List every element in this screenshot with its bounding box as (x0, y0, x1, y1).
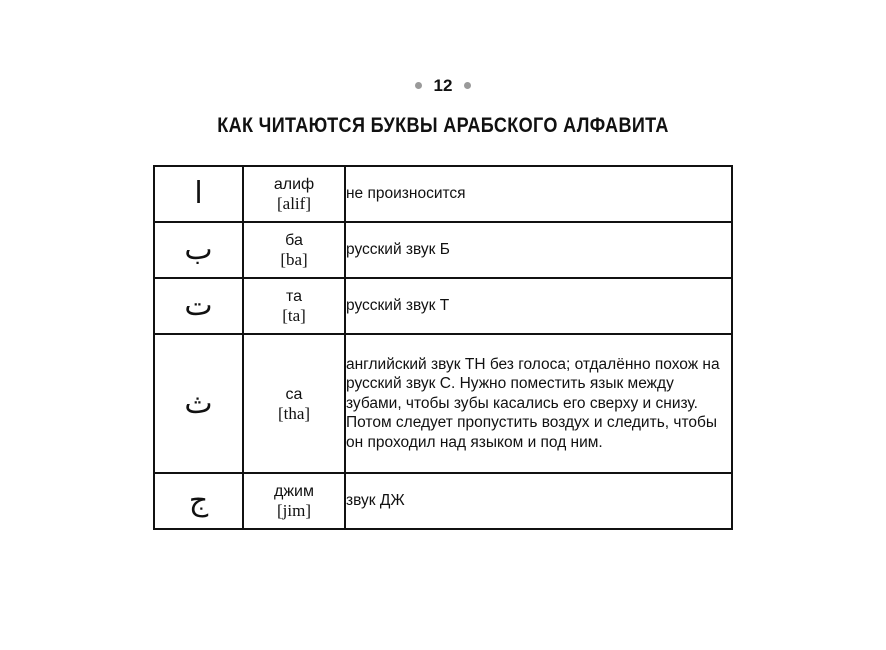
arabic-letter: ج (154, 473, 243, 529)
letter-transliteration: [alif] (277, 194, 311, 213)
arabic-letter: ث (154, 334, 243, 473)
letter-name: джим (274, 483, 314, 500)
table-row-alif (154, 166, 732, 222)
letter-name-cell (243, 334, 345, 473)
page-number-text: 12 (433, 76, 453, 95)
letter-transliteration: [jim] (277, 501, 311, 520)
page-title: КАК ЧИТАЮТСЯ БУКВЫ АРАБСКОГО АЛФАВИТА (217, 114, 669, 137)
bullet-dot-left (415, 82, 422, 89)
letter-name-cell (243, 166, 345, 222)
letter-transliteration: [tha] (277, 403, 311, 423)
letter-transliteration: [ba] (280, 250, 308, 269)
arabic-letter: ب (154, 222, 243, 278)
pronunciation-description: английский звук TH без голоса; отдалённо похож на русский звук С. Нужно поместить язык между зубами, чтобы зубы касались его сверху и снизу. Потом следует пропустить воздух и следить, чтобы он проходил над языком и под ним. (345, 334, 732, 473)
letter-name-cell (243, 278, 345, 334)
alphabet-table (153, 165, 733, 530)
pronunciation-description: не произносится (345, 166, 732, 222)
letter-name: са (285, 385, 303, 403)
pronunciation-description: русский звук Т (345, 278, 732, 334)
letter-name-cell (243, 473, 345, 529)
table-row-jim (154, 473, 732, 529)
pronunciation-description: русский звук Б (345, 222, 732, 278)
pronunciation-description: звук ДЖ (345, 473, 732, 529)
arabic-letter: ا (154, 166, 243, 222)
letter-name: та (285, 288, 303, 305)
table-row-ba (154, 222, 732, 278)
table-row-tha (154, 334, 732, 473)
letter-transliteration: [ta] (282, 306, 306, 325)
bullet-dot-right (464, 82, 471, 89)
arabic-letter: ت (154, 278, 243, 334)
table-row-ta (154, 278, 732, 334)
letter-name: ба (285, 232, 303, 249)
letter-name: алиф (273, 176, 315, 193)
letter-name-cell (243, 222, 345, 278)
page-number (0, 76, 886, 96)
